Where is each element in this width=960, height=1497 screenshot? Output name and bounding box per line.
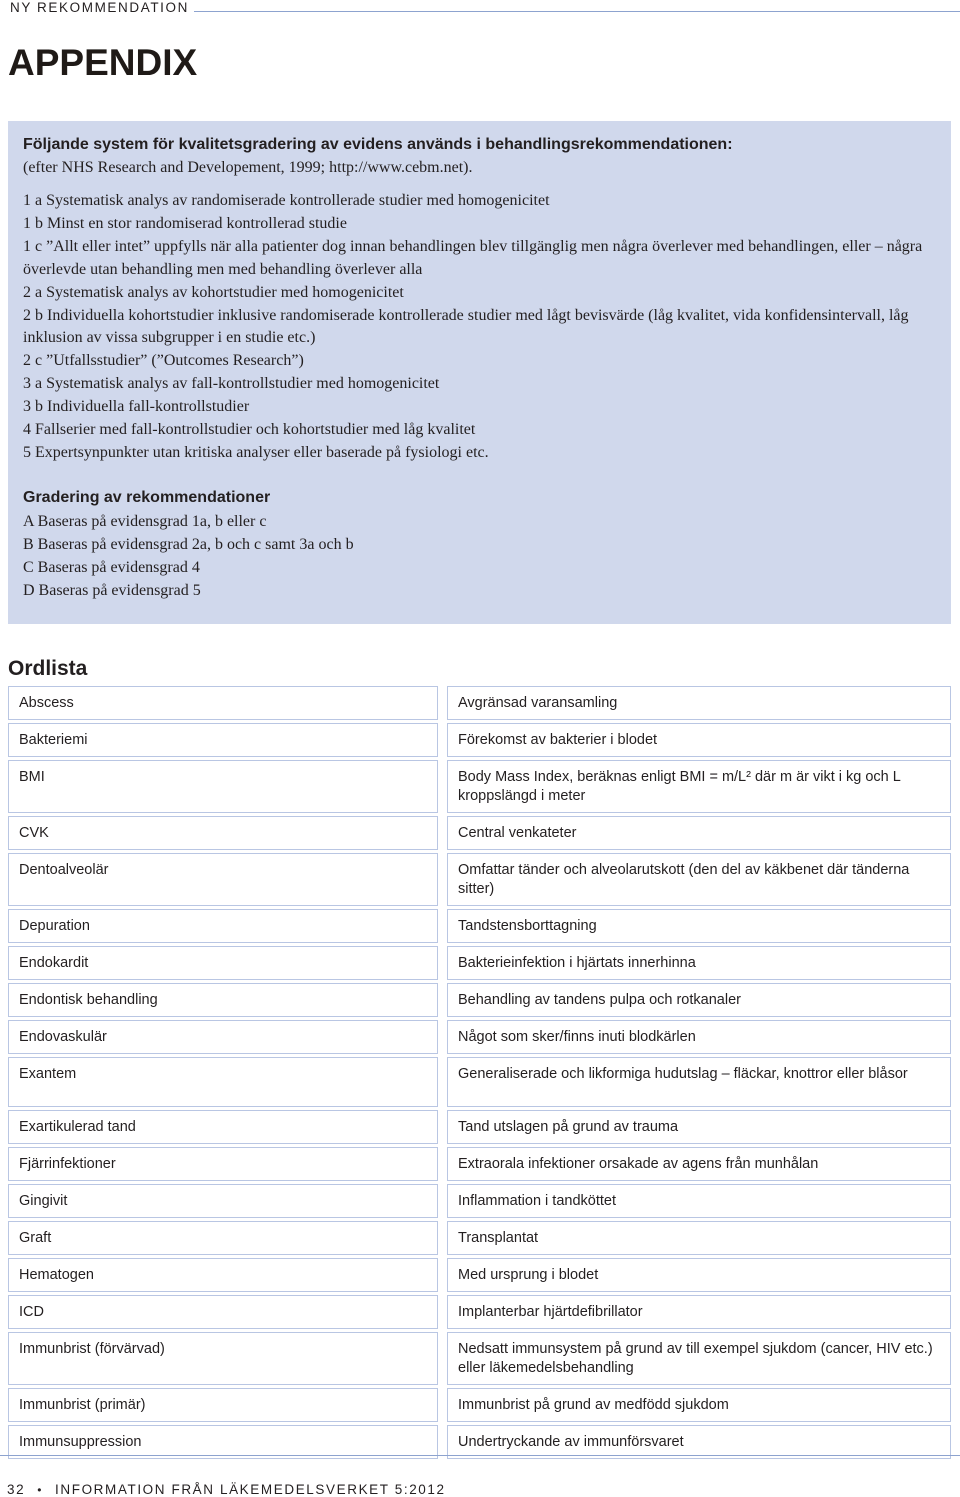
glossary-term: Fjärrinfektioner xyxy=(8,1147,438,1181)
glossary-term: Immunbrist (förvärvad) xyxy=(8,1332,438,1385)
glossary-definition: Immunbrist på grund av medfödd sjukdom xyxy=(447,1388,951,1422)
glossary-definition: Avgränsad varansamling xyxy=(447,686,951,720)
glossary-definition: Behandling av tandens pulpa och rotkanaler xyxy=(447,983,951,1017)
glossary-row xyxy=(8,1020,951,1054)
evidence-level: 5 Expertsynpunkter utan kritiska analyser eller baserade på fysiologi etc. xyxy=(23,443,489,461)
glossary-table xyxy=(8,686,951,1462)
glossary-row xyxy=(8,1258,951,1292)
glossary-row xyxy=(8,1295,951,1329)
glossary-definition: Tand utslagen på grund av trauma xyxy=(447,1110,951,1144)
glossary-term: Endontisk behandling xyxy=(8,983,438,1017)
page-footer xyxy=(7,1482,446,1497)
glossary-definition: Förekomst av bakterier i blodet xyxy=(447,723,951,757)
glossary-term: Graft xyxy=(8,1221,438,1255)
publication-name: INFORMATION FRÅN LÄKEMEDELSVERKET 5:2012 xyxy=(55,1482,446,1497)
glossary-definition: Transplantat xyxy=(447,1221,951,1255)
grading-heading: Gradering av rekommendationer xyxy=(23,488,271,506)
glossary-row xyxy=(8,1332,951,1385)
glossary-definition: Med ursprung i blodet xyxy=(447,1258,951,1292)
evidence-levels-list xyxy=(23,190,936,465)
grade-item: A Baseras på evidensgrad 1a, b eller c xyxy=(23,512,267,530)
glossary-term: Gingivit xyxy=(8,1184,438,1218)
glossary-definition: Implanterbar hjärtdefibrillator xyxy=(447,1295,951,1329)
footer-divider xyxy=(0,1455,960,1456)
evidence-heading: Följande system för kvalitetsgradering av evidens används i behandlingsrekommendationen: xyxy=(23,136,733,153)
glossary-term: Bakteriemi xyxy=(8,723,438,757)
glossary-term: Exartikulerad tand xyxy=(8,1110,438,1144)
glossary-row xyxy=(8,1221,951,1255)
glossary-title: Ordlista xyxy=(8,657,88,680)
evidence-level: 2 a Systematisk analys av kohortstudier med homogenicitet xyxy=(23,283,404,301)
evidence-level: 3 a Systematisk analys av fall-kontrollstudier med homogenicitet xyxy=(23,375,440,393)
evidence-level: 1 c ”Allt eller intet” uppfylls när alla patienter dog innan behandlingen blev tillgänglig men några överlever med behandlingen, eller – några överlevde utan behandling men med behandling överlever alla xyxy=(23,237,923,278)
glossary-term: Depuration xyxy=(8,909,438,943)
page-title: APPENDIX xyxy=(8,42,198,83)
glossary-row xyxy=(8,853,951,906)
grade-item: B Baseras på evidensgrad 2a, b och c samt 3a och b xyxy=(23,535,354,553)
glossary-row xyxy=(8,1057,951,1107)
grade-item: D Baseras på evidensgrad 5 xyxy=(23,581,201,599)
glossary-definition: Generaliserade och likformiga hudutslag – fläckar, knottror eller blåsor xyxy=(447,1057,951,1107)
evidence-level: 1 b Minst en stor randomiserad kontrollerad studie xyxy=(23,214,347,232)
glossary-term: CVK xyxy=(8,816,438,850)
glossary-term: Dentoalveolär xyxy=(8,853,438,906)
glossary-definition: Tandstensborttagning xyxy=(447,909,951,943)
glossary-row xyxy=(8,909,951,943)
bullet-separator: • xyxy=(37,1482,44,1497)
glossary-definition: Body Mass Index, beräknas enligt BMI = m/L² där m är vikt i kg och L kroppslängd i meter xyxy=(447,760,951,813)
page-number: 32 xyxy=(7,1482,26,1497)
glossary-definition: Undertryckande av immunförsvaret xyxy=(447,1425,951,1459)
glossary-row xyxy=(8,1425,951,1459)
glossary-term: Abscess xyxy=(8,686,438,720)
evidence-grading-box xyxy=(8,121,951,624)
glossary-definition: Extraorala infektioner orsakade av agens från munhålan xyxy=(447,1147,951,1181)
glossary-term: Endokardit xyxy=(8,946,438,980)
glossary-term: Exantem xyxy=(8,1057,438,1107)
evidence-level: 2 c ”Utfallsstudier” (”Outcomes Research”) xyxy=(23,352,304,370)
glossary-row xyxy=(8,983,951,1017)
evidence-level: 2 b Individuella kohortstudier inklusive randomiserade kontrollerade studier med lågt bevisvärde (låg kvalitet, vida konfidensintervall, låg inklusion av vissa subgrupper i en studie etc.) xyxy=(23,306,909,347)
evidence-level: 3 b Individuella fall-kontrollstudier xyxy=(23,398,250,416)
glossary-term: Endovaskulär xyxy=(8,1020,438,1054)
glossary-row xyxy=(8,1388,951,1422)
glossary-row xyxy=(8,1184,951,1218)
glossary-row xyxy=(8,1110,951,1144)
header-divider xyxy=(194,11,960,12)
glossary-row xyxy=(8,723,951,757)
glossary-term: Hematogen xyxy=(8,1258,438,1292)
glossary-term: Immunbrist (primär) xyxy=(8,1388,438,1422)
glossary-definition: Inflammation i tandköttet xyxy=(447,1184,951,1218)
evidence-level: 1 a Systematisk analys av randomiserade kontrollerade studier med homogenicitet xyxy=(23,192,550,209)
glossary-definition: Nedsatt immunsystem på grund av till exempel sjukdom (cancer, HIV etc.) eller läkemedelsbehandling xyxy=(447,1332,951,1385)
glossary-term: Immunsuppression xyxy=(8,1425,438,1459)
glossary-definition: Något som sker/finns inuti blodkärlen xyxy=(447,1020,951,1054)
glossary-row xyxy=(8,1147,951,1181)
grade-item: C Baseras på evidensgrad 4 xyxy=(23,558,200,576)
glossary-definition: Bakterieinfektion i hjärtats innerhinna xyxy=(447,946,951,980)
glossary-row xyxy=(8,760,951,813)
glossary-definition: Omfattar tänder och alveolarutskott (den del av käkbenet där tänderna sitter) xyxy=(447,853,951,906)
evidence-source: (efter NHS Research and Developement, 1999; http://www.cebm.net). xyxy=(23,159,473,176)
glossary-definition: Central venkateter xyxy=(447,816,951,850)
section-label: NY REKOMMENDATION xyxy=(10,0,189,15)
glossary-term: ICD xyxy=(8,1295,438,1329)
glossary-row xyxy=(8,816,951,850)
glossary-term: BMI xyxy=(8,760,438,813)
glossary-row xyxy=(8,946,951,980)
glossary-row xyxy=(8,686,951,720)
grading-list xyxy=(23,510,936,602)
evidence-level: 4 Fallserier med fall-kontrollstudier och kohortstudier med låg kvalitet xyxy=(23,421,476,439)
